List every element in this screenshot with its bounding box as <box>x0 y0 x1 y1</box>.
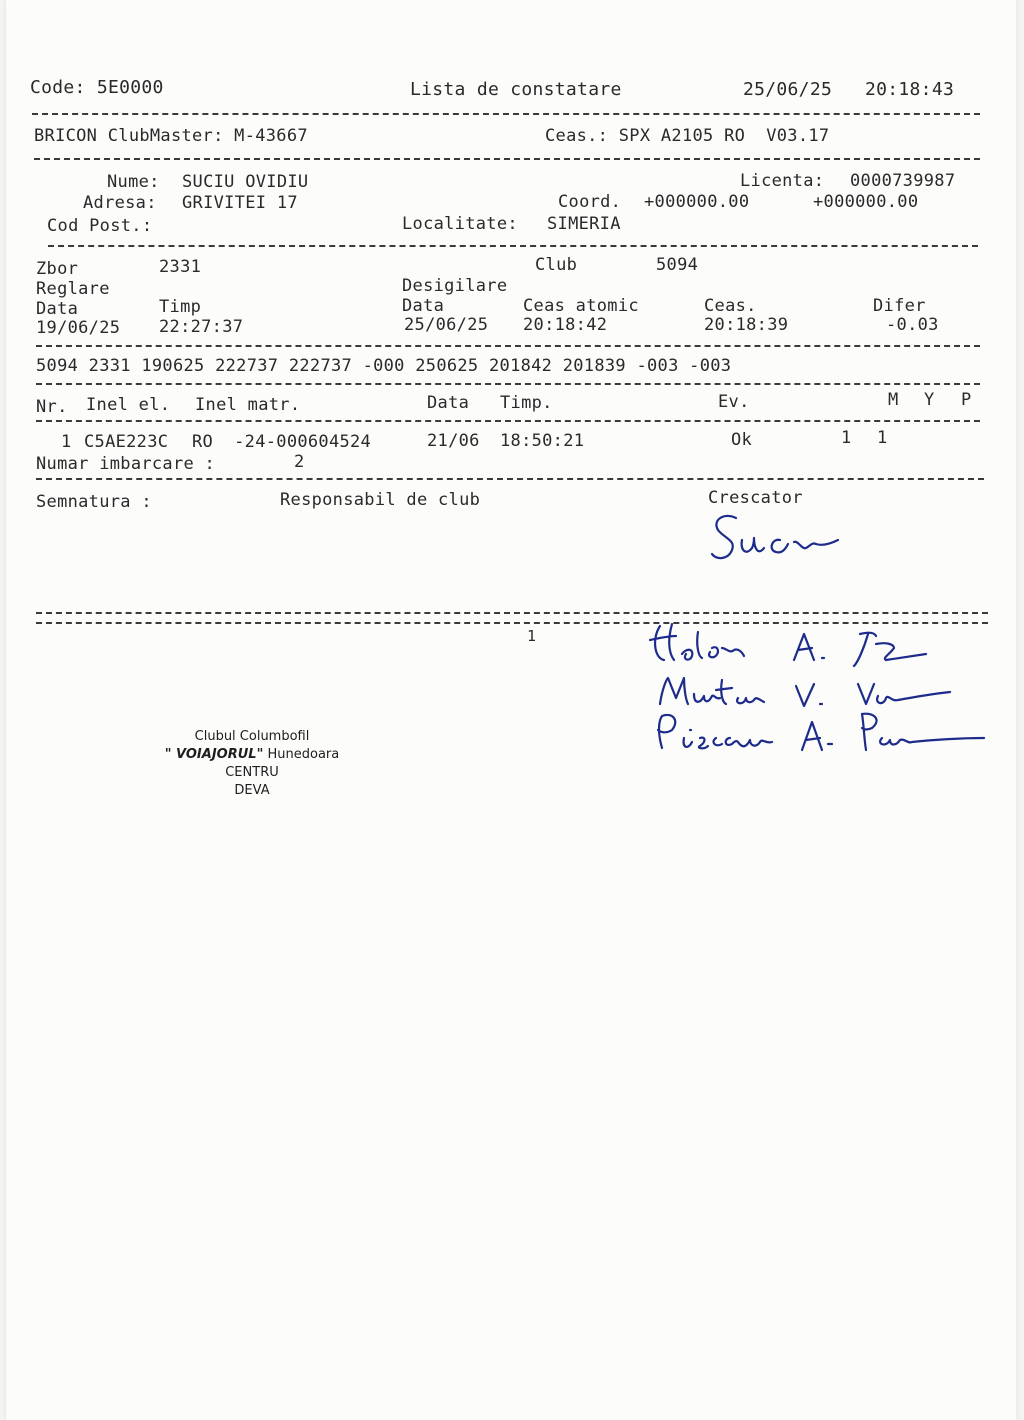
row-inel-matr: RO -24-000604524 <box>192 432 372 452</box>
separator <box>36 345 980 347</box>
row-ev: Ok <box>731 430 753 450</box>
stamp-line-3: CENTRU <box>225 765 279 780</box>
document-title: Lista de constatare <box>410 79 622 100</box>
licence-label: Licenta: <box>740 171 825 191</box>
club-responsible-label: Responsabil de club <box>280 490 481 510</box>
col-header-p: P <box>961 390 972 410</box>
separator <box>36 383 980 385</box>
difer-value: -0.03 <box>886 315 939 335</box>
col-header-timp: Timp. <box>500 393 553 413</box>
reglare-time: 22:27:37 <box>159 317 244 337</box>
reglare-timp-label: Timp <box>159 297 202 317</box>
row-nr: 1 <box>61 432 72 452</box>
breeder-label: Crescator <box>708 488 803 508</box>
locality-label: Localitate: <box>402 214 518 234</box>
col-header-inel-matr: Inel matr. <box>195 395 301 415</box>
coord-value-2: +000000.00 <box>813 192 919 212</box>
atomic-time: 20:18:42 <box>523 315 608 335</box>
licence-number: 0000739987 <box>850 171 956 191</box>
row-m: 1 <box>841 428 852 448</box>
row-timp: 18:50:21 <box>500 431 585 451</box>
club-stamp <box>132 728 372 800</box>
col-header-y: Y <box>924 390 935 410</box>
row-y: 1 <box>877 428 888 448</box>
zbor-label: Zbor <box>36 259 79 279</box>
separator <box>32 113 980 115</box>
zbor-number: 2331 <box>159 257 202 277</box>
desigilare-date: 25/06/25 <box>404 315 489 335</box>
separator <box>36 420 980 422</box>
handwritten-name-puscasu <box>650 708 990 758</box>
clock-label: Ceas. <box>704 296 757 316</box>
atomic-clock-label: Ceas atomic <box>523 296 639 316</box>
separator <box>36 478 984 480</box>
row-data: 21/06 <box>427 431 480 451</box>
breeder-locality: SIMERIA <box>547 214 621 234</box>
separator <box>34 158 980 160</box>
header-date: 25/06/25 <box>743 79 833 100</box>
handwritten-name-ilehan <box>646 618 946 668</box>
boarding-count: 2 <box>294 452 305 472</box>
row-inel-el: C5AE223C <box>84 432 169 452</box>
page-number: 1 <box>527 627 537 645</box>
desigilare-label: Desigilare <box>402 276 508 296</box>
stamp-line-4: DEVA <box>234 783 270 798</box>
reglare-label: Reglare <box>36 279 110 299</box>
breeder-signature <box>706 510 846 570</box>
boarding-label: Numar imbarcare : <box>36 454 216 474</box>
reglare-date: 19/06/25 <box>36 318 121 338</box>
clock-time: 20:18:39 <box>704 315 789 335</box>
code-line: 5094 2331 190625 222737 222737 -000 250625 201842 201839 -003 -003 <box>36 356 732 376</box>
col-header-ev: Ev. <box>718 392 750 412</box>
col-header-inel-el: Inel el. <box>86 395 171 415</box>
reglare-data-label: Data <box>36 299 79 319</box>
club-label: Club <box>535 255 578 275</box>
coord-value-1: +000000.00 <box>644 192 750 212</box>
difer-label: Difer <box>873 296 926 316</box>
breeder-address: GRIVITEI 17 <box>182 193 298 213</box>
code-label: Code: 5E0000 <box>30 77 164 98</box>
club-number: 5094 <box>656 255 699 275</box>
stamp-line-1: Clubul Columbofil <box>194 729 310 744</box>
coord-label: Coord. <box>558 192 622 212</box>
breeder-name: SUCIU OVIDIU <box>182 172 309 192</box>
col-header-m: M <box>888 390 899 410</box>
stamp-line-2 <box>132 746 372 764</box>
separator <box>36 612 988 614</box>
clubmaster-id: BRICON ClubMaster: M-43667 <box>34 126 308 146</box>
col-header-nr: Nr. <box>36 397 68 417</box>
col-header-data: Data <box>427 393 470 413</box>
header-time: 20:18:43 <box>865 79 955 100</box>
stamp-club-name: " VOIAJORUL" <box>164 747 264 762</box>
address-label: Adresa: <box>83 193 157 213</box>
document-page <box>6 0 1016 1420</box>
desigilare-data-label: Data <box>402 296 445 316</box>
name-label: Nume: <box>107 172 160 192</box>
stamp-city: Hunedoara <box>267 747 340 762</box>
signature-label: Semnatura : <box>36 492 152 512</box>
separator <box>48 245 978 247</box>
postcode-label: Cod Post.: <box>47 216 153 236</box>
clock-id: Ceas.: SPX A2105 RO V03.17 <box>545 126 830 146</box>
